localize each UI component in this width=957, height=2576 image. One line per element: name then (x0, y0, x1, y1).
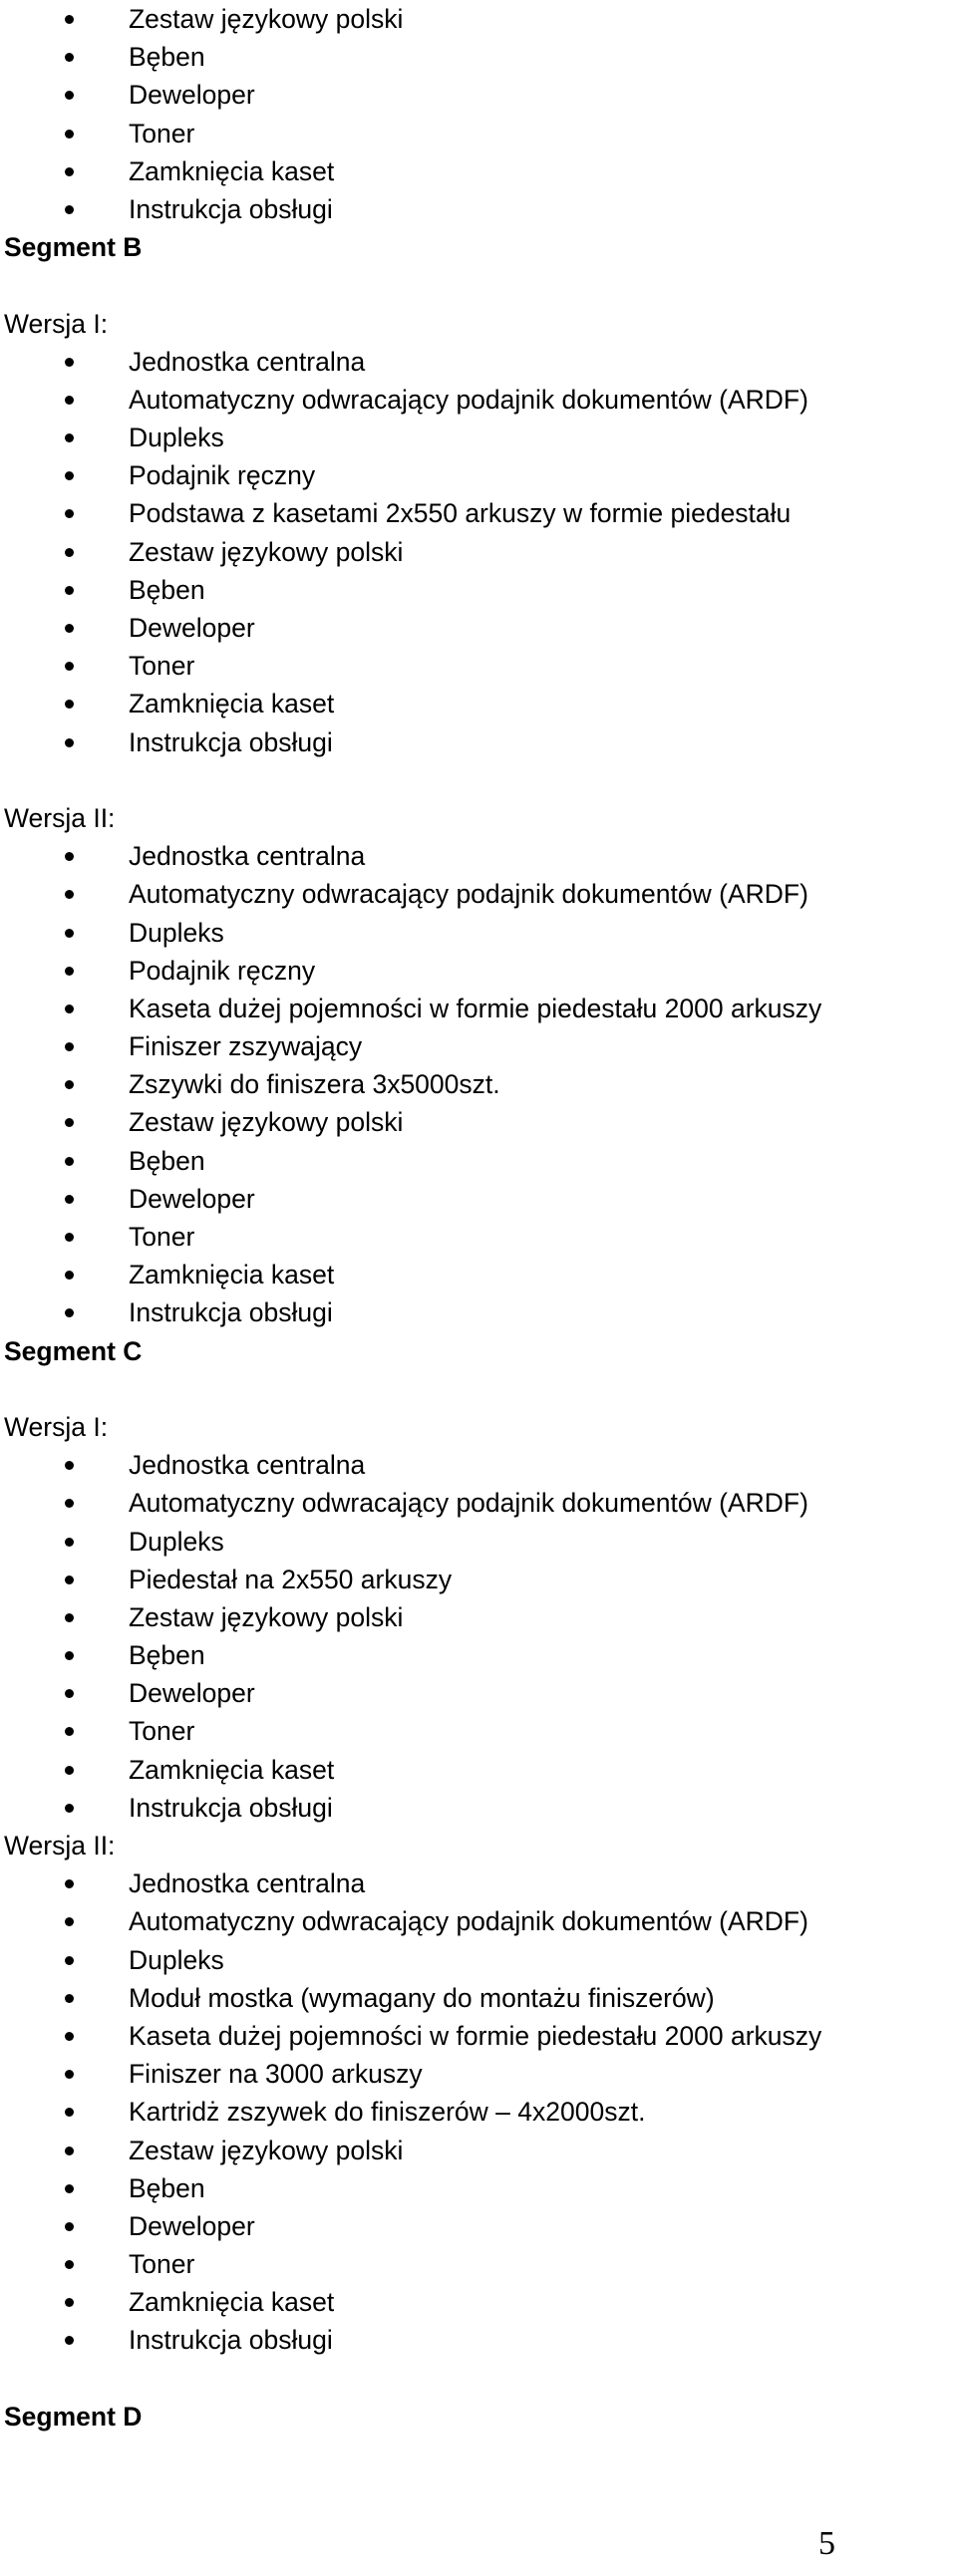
list-item: Zamknięcia kaset (0, 152, 957, 190)
list-item: Dupleks (0, 419, 957, 456)
list-item: Podstawa z kasetami 2x550 arkuszy w formie piedestału (0, 494, 957, 532)
segment-b-version-1-list (0, 343, 957, 761)
segment-b-version-1-label: Wersja I: (4, 308, 109, 339)
list-item: Instrukcja obsługi (0, 190, 957, 228)
list-item: Zszywki do finiszera 3x5000szt. (0, 1065, 957, 1103)
list-item: Toner (0, 647, 957, 685)
segment-b-version-2-label: Wersja II: (4, 802, 116, 833)
segment-c-version-1-list (0, 1446, 957, 1827)
list-item: Kaseta dużej pojemności w formie piedestału 2000 arkuszy (0, 990, 957, 1027)
list-item: Bęben (0, 571, 957, 609)
list-item: Jednostka centralna (0, 837, 957, 875)
segment-c-heading: Segment C (4, 1335, 143, 1366)
list-item: Podajnik ręczny (0, 952, 957, 990)
list-item: Automatyczny odwracający podajnik dokumentów (ARDF) (0, 381, 957, 419)
list-item: Dupleks (0, 1941, 957, 1979)
list-item: Kartridż zszywek do finiszerów – 4x2000szt. (0, 2093, 957, 2131)
list-item: Bęben (0, 1142, 957, 1180)
list-item: Zamknięcia kaset (0, 685, 957, 722)
segment-d-heading: Segment D (4, 2401, 143, 2432)
list-item: Deweloper (0, 609, 957, 647)
segment-c-version-2-label: Wersja II: (4, 1831, 116, 1860)
list-item: Toner (0, 2245, 957, 2283)
list-item: Finiszer na 3000 arkuszy (0, 2055, 957, 2093)
list-item: Zestaw językowy polski (0, 1598, 957, 1636)
list-item: Toner (0, 1712, 957, 1750)
top-item-list (0, 0, 957, 228)
spacer (0, 2360, 957, 2398)
page-number: 5 (818, 2525, 835, 2562)
list-item: Toner (0, 115, 957, 152)
list-item: Finiszer zszywający (0, 1027, 957, 1065)
segment-b-heading: Segment B (4, 232, 143, 263)
list-item: Deweloper (0, 1180, 957, 1218)
list-item: Zamknięcia kaset (0, 1751, 957, 1789)
list-item: Kaseta dużej pojemności w formie piedestału 2000 arkuszy (0, 2017, 957, 2055)
list-item: Instrukcja obsługi (0, 723, 957, 761)
list-item: Automatyczny odwracający podajnik dokumentów (ARDF) (0, 1902, 957, 1940)
list-item: Instrukcja obsługi (0, 1789, 957, 1827)
spacer (0, 761, 957, 799)
list-item: Dupleks (0, 1523, 957, 1561)
list-item: Automatyczny odwracający podajnik dokumentów (ARDF) (0, 1484, 957, 1522)
list-item: Zestaw językowy polski (0, 1103, 957, 1141)
list-item: Dupleks (0, 914, 957, 952)
list-item: Podajnik ręczny (0, 456, 957, 494)
list-item: Piedestał na 2x550 arkuszy (0, 1561, 957, 1598)
list-item: Deweloper (0, 2207, 957, 2245)
list-item: Jednostka centralna (0, 343, 957, 381)
spacer (0, 266, 957, 304)
list-item: Automatyczny odwracający podajnik dokumentów (ARDF) (0, 875, 957, 913)
list-item: Jednostka centralna (0, 1446, 957, 1484)
spacer (0, 1370, 957, 1408)
segment-c-version-1-label: Wersja I: (4, 1411, 109, 1442)
list-item: Instrukcja obsługi (0, 1293, 957, 1331)
list-item: Deweloper (0, 76, 957, 114)
segment-c-version-2-list (0, 1864, 957, 2359)
list-item: Deweloper (0, 1674, 957, 1712)
list-item: Bęben (0, 1636, 957, 1674)
list-item: Zamknięcia kaset (0, 2283, 957, 2321)
list-item: Zestaw językowy polski (0, 0, 957, 38)
list-item: Moduł mostka (wymagany do montażu finiszerów) (0, 1979, 957, 2017)
list-item: Zestaw językowy polski (0, 2132, 957, 2169)
list-item: Instrukcja obsługi (0, 2321, 957, 2359)
segment-b-version-2-list (0, 837, 957, 1331)
list-item: Zamknięcia kaset (0, 1256, 957, 1293)
list-item: Jednostka centralna (0, 1864, 957, 1902)
list-item: Toner (0, 1218, 957, 1256)
list-item: Zestaw językowy polski (0, 533, 957, 571)
list-item: Bęben (0, 2169, 957, 2207)
list-item: Bęben (0, 38, 957, 76)
